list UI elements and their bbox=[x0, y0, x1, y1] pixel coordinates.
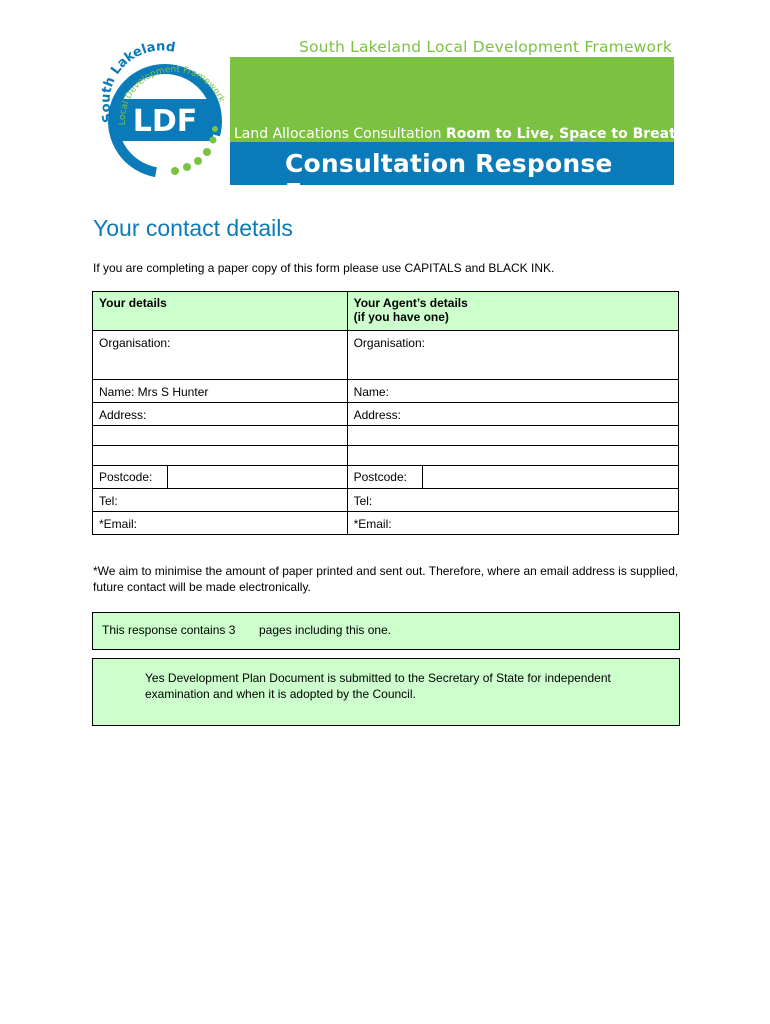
pages-text-after: pages including this one. bbox=[259, 623, 392, 637]
header-banner bbox=[95, 29, 696, 207]
address-field[interactable]: Address: bbox=[93, 403, 348, 426]
postcode-field[interactable] bbox=[168, 466, 347, 488]
notification-text: Yes Development Plan Document is submitted to the Secretary of State for independent examination and when it is adopted by the Council. bbox=[145, 671, 611, 701]
agent-organisation-field[interactable]: Organisation: bbox=[347, 331, 678, 380]
tel-field[interactable]: Tel: bbox=[93, 489, 348, 512]
form-title: Consultation Response Form bbox=[285, 149, 613, 207]
section-heading: Your contact details bbox=[93, 215, 293, 241]
agent-address-field[interactable]: Address: bbox=[347, 403, 678, 426]
framework-title: South Lakeland Local Development Framework bbox=[298, 38, 672, 56]
contact-details-table bbox=[92, 291, 679, 535]
organisation-field[interactable]: Organisation: bbox=[93, 331, 348, 380]
address-line-3[interactable] bbox=[93, 446, 348, 466]
agent-address-line-3[interactable] bbox=[347, 446, 678, 466]
logo-ldf-text: LDF bbox=[132, 104, 198, 139]
email-field[interactable]: *Email: bbox=[93, 512, 348, 535]
address-line-2[interactable] bbox=[93, 426, 348, 446]
pages-count-box bbox=[92, 612, 680, 650]
agent-tel-field[interactable]: Tel: bbox=[347, 489, 678, 512]
pages-text-before: This response contains 3 bbox=[102, 623, 236, 637]
your-details-header: Your details bbox=[93, 292, 348, 331]
banner-subtitle: Land Allocations Consultation Room to Live, Space to Breathe bbox=[234, 126, 696, 142]
agent-postcode-field[interactable] bbox=[423, 466, 678, 488]
logo-arc-outer: South Lakeland bbox=[98, 39, 177, 125]
postcode-row bbox=[93, 466, 348, 489]
agent-name-field[interactable]: Name: bbox=[347, 380, 678, 403]
logo-arc-inner: Local Development Framework bbox=[117, 64, 227, 126]
agent-details-header: Your Agent’s details (if you have one) bbox=[347, 292, 678, 331]
email-note: *We aim to minimise the amount of paper printed and sent out. Therefore, where an email address is supplied, future contact will be made electronically. bbox=[93, 564, 679, 594]
postcode-label: Postcode: bbox=[93, 466, 168, 488]
intro-text: If you are completing a paper copy of this form please use CAPITALS and BLACK INK. bbox=[93, 261, 555, 275]
agent-postcode-row bbox=[347, 466, 678, 489]
agent-email-field[interactable]: *Email: bbox=[347, 512, 678, 535]
agent-postcode-label: Postcode: bbox=[348, 466, 423, 488]
agent-address-line-2[interactable] bbox=[347, 426, 678, 446]
notification-box bbox=[92, 658, 680, 726]
name-field[interactable]: Name: Mrs S Hunter bbox=[93, 380, 348, 403]
ldf-logo bbox=[95, 39, 235, 185]
